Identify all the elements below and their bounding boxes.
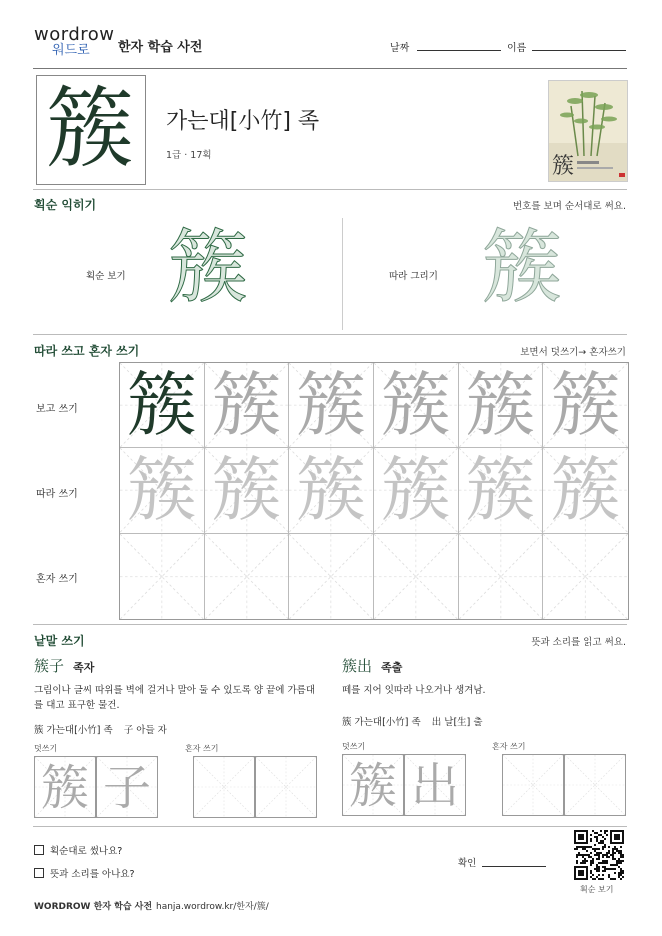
stroke-section-divider: [33, 334, 627, 335]
row-label-alone: 혼자 쓰기: [36, 574, 78, 585]
practice-section-divider: [33, 624, 627, 625]
footer-url[interactable]: hanja.wordrow.kr/한자/簇/: [156, 902, 269, 912]
row-label-trace: 따라 쓰기: [36, 489, 78, 500]
checkbox-icon[interactable]: [34, 868, 44, 878]
practice-cell[interactable]: [205, 363, 290, 448]
practice-cell[interactable]: [543, 448, 628, 533]
confirm-label: 확인: [458, 858, 477, 869]
footer-brand: WORDROW 한자 학습 사전: [34, 902, 153, 912]
vocab-section-divider: [33, 826, 627, 827]
header-divider: [33, 68, 627, 69]
bamboo-illustration: [548, 80, 628, 182]
row-label-view: 보고 쓰기: [36, 404, 78, 415]
vocab-word-2-alone-box-1[interactable]: [502, 754, 564, 816]
practice-section-title: 따라 쓰고 혼자 쓰기: [34, 344, 140, 358]
character-meaning: 가는대[小竹] 족: [166, 109, 320, 134]
vocab-word-2-trace-box-1[interactable]: 簇: [342, 754, 404, 816]
practice-cell[interactable]: [120, 448, 205, 533]
vocab-word-2: [342, 655, 402, 676]
vocab-word-2-trace-label: 덧쓰기: [342, 742, 366, 751]
stroke-section-title: 획순 익히기: [34, 198, 97, 212]
practice-cell[interactable]: [374, 363, 459, 448]
practice-cell[interactable]: [459, 448, 544, 533]
vocab-word-2-trace-box-2[interactable]: 出: [404, 754, 466, 816]
hero-divider: [33, 189, 627, 190]
name-label: 이름: [507, 43, 527, 54]
stroke-trace-character: [482, 221, 572, 318]
qr-code-icon[interactable]: [574, 830, 624, 880]
stroke-section-note: 번호를 보며 순서대로 써요.: [512, 201, 626, 212]
vocab-word-2-breakdown: 簇 가는대[小竹] 족 出 날[生] 출: [342, 717, 483, 728]
stroke-order-character: 簇: [168, 221, 248, 314]
practice-character: 簇: [465, 449, 536, 532]
vocab-word-1-hanja: 簇子: [34, 657, 65, 675]
checklist-item-stroke[interactable]: 획순대로 썼나요?: [34, 843, 122, 857]
practice-cell[interactable]: [459, 363, 544, 448]
practice-grid[interactable]: [119, 362, 629, 620]
checkbox-icon[interactable]: [34, 845, 44, 855]
practice-cell[interactable]: [120, 363, 205, 448]
vocab-word-1-desc: 그림이나 글씨 따위를 벽에 걸거나 말아 둘 수 있도록 양 끝에 가름대를 대고 표구한 물건.: [34, 685, 315, 711]
vocab-word-2-alone-label: 혼자 쓰기: [492, 742, 526, 751]
practice-character: 簇: [211, 364, 282, 446]
vocab-word-1-trace-box-1[interactable]: 簇: [34, 756, 96, 818]
practice-cell[interactable]: [459, 534, 544, 619]
practice-cell[interactable]: [374, 534, 459, 619]
header-title: 한자 학습 사전: [118, 40, 203, 55]
vocab-word-1: [34, 655, 94, 676]
practice-character: 簇: [380, 364, 451, 446]
practice-cell[interactable]: [289, 534, 374, 619]
practice-cell[interactable]: [543, 534, 628, 619]
practice-character: 簇: [126, 449, 197, 532]
stroke-view-label: 획순 보기: [86, 271, 126, 282]
practice-cell[interactable]: [289, 363, 374, 448]
date-field-line: [417, 50, 501, 51]
vocab-word-1-reading: 족자: [73, 661, 95, 674]
practice-character: 簇: [296, 364, 367, 446]
date-label: 날짜: [390, 43, 410, 54]
vocab-word-2-alone-box-2[interactable]: [564, 754, 626, 816]
vocab-word-1-trace-label: 덧쓰기: [34, 744, 58, 753]
character-grade: 1급 · 17획: [166, 150, 212, 161]
stroke-order-diagram: [168, 221, 258, 318]
practice-character: 簇: [550, 364, 621, 446]
wordrow-logo: [34, 26, 114, 66]
vocab-word-2-desc: 떼를 지어 잇따라 나오거나 생겨남.: [342, 685, 486, 696]
vocab-section-title: 낱말 쓰기: [34, 634, 85, 648]
practice-cell[interactable]: [205, 448, 290, 533]
practice-cell[interactable]: [543, 363, 628, 448]
practice-cell[interactable]: [205, 534, 290, 619]
practice-character: 簇: [296, 449, 367, 532]
practice-character: 簇: [380, 449, 451, 532]
practice-character: 簇: [126, 364, 197, 446]
svg-text:簇: 簇: [552, 154, 575, 179]
practice-character: 簇: [465, 364, 536, 446]
qr-label: 획순 보기: [580, 885, 614, 894]
practice-cell[interactable]: [289, 448, 374, 533]
practice-cell[interactable]: [120, 534, 205, 619]
practice-character: 簇: [211, 449, 282, 532]
stroke-trace-label: 따라 그리기: [389, 271, 438, 282]
vocab-word-2-reading: 족출: [381, 661, 403, 674]
vocab-word-1-breakdown: 簇 가는대[小竹] 족 子 아들 자: [34, 725, 167, 736]
vocab-word-1-alone-box-1[interactable]: [193, 756, 255, 818]
vocab-word-1-alone-label: 혼자 쓰기: [185, 744, 219, 753]
practice-character: 簇: [550, 449, 621, 532]
confirm-signature-line[interactable]: [482, 866, 546, 867]
logo-wordmark: wordrow: [34, 24, 115, 45]
vocab-word-1-alone-box-2[interactable]: [255, 756, 317, 818]
stroke-divider: [342, 218, 343, 330]
checklist-item-meaning[interactable]: 뜻과 소리를 아나요?: [34, 866, 135, 880]
vocab-section-note: 뜻과 소리를 읽고 써요.: [531, 637, 626, 648]
trace-character: 簇: [482, 221, 562, 314]
name-field-line: [532, 50, 626, 51]
logo-korean: 워드로: [52, 43, 90, 58]
vocab-word-2-hanja: 簇出: [342, 657, 373, 675]
practice-cell[interactable]: [374, 448, 459, 533]
vocab-word-1-trace-box-2[interactable]: 子: [96, 756, 158, 818]
main-character: 簇: [45, 77, 134, 180]
practice-section-note: 보면서 덧쓰기→ 혼자쓰기: [520, 347, 626, 358]
